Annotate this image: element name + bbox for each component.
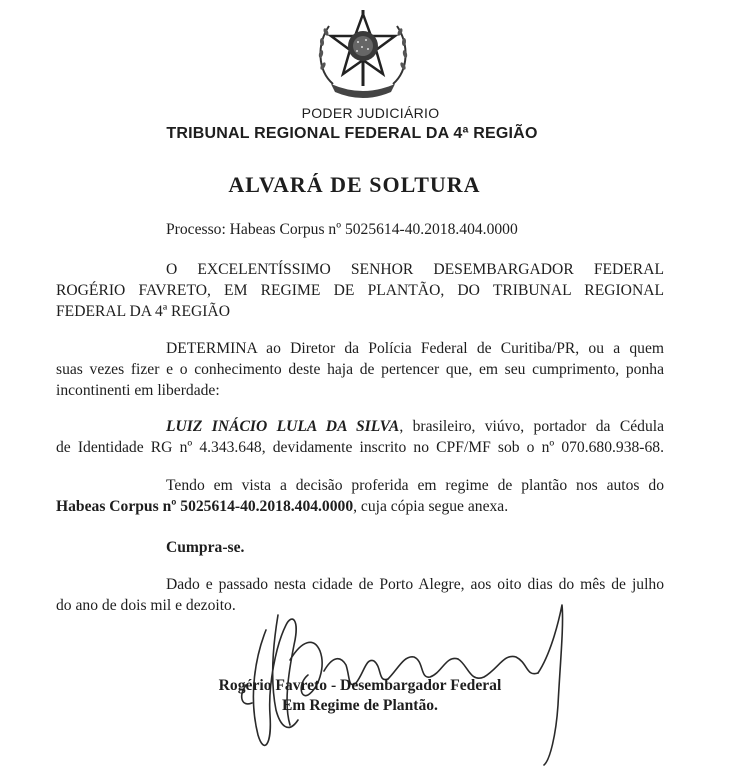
par2-line-2: suas vezes fizer e o conhecimento deste haja de pertencer que, em seu cumprimento, ponha — [56, 361, 664, 378]
brazil-coat-of-arms-icon — [311, 6, 415, 102]
par4-line-2: Habeas Corpus nº 5025614-40.2018.404.0000, cuja cópia segue anexa. — [56, 498, 509, 515]
beneficiary-name: LUIZ INÁCIO LULA DA SILVA — [166, 418, 400, 435]
par2-line-1: DETERMINA ao Diretor da Polícia Federal de Curitiba/PR, ou a quem — [166, 340, 664, 357]
par3-line-2: de Identidade RG nº 4.343.648, devidamente inscrito no CPF/MF sob o nº 070.680.938-68. — [56, 439, 664, 456]
signer-name-line: Rogério Favreto - Desembargador Federal — [218, 677, 502, 694]
par2-line-3: incontinenti em liberdade: — [56, 382, 220, 399]
par3-line-1: LUIZ INÁCIO LULA DA SILVA, brasileiro, viúvo, portador da Cédula — [166, 418, 665, 435]
par1-line-2: ROGÉRIO FAVRETO, EM REGIME DE PLANTÃO, DO TRIBUNAL REGIONAL — [56, 282, 664, 299]
par1-line-3: FEDERAL DA 4ª REGIÃO — [56, 303, 230, 320]
closing-line-1: Dado e passado nesta cidade de Porto Alegre, aos oito dias do mês de julho — [166, 576, 664, 593]
signer-role-line: Em Regime de Plantão. — [282, 697, 438, 714]
process-line: Processo: Habeas Corpus nº 5025614-40.2018.404.0000 — [166, 221, 518, 238]
cumpra-se: Cumpra-se. — [166, 539, 245, 556]
document-title: ALVARÁ DE SOLTURA — [228, 172, 481, 197]
par4-line-1: Tendo em vista a decisão proferida em regime de plantão nos autos do — [166, 477, 664, 494]
judiciary-heading: PODER JUDICIÁRIO — [301, 105, 440, 121]
habeas-corpus-reference: Habeas Corpus nº 5025614-40.2018.404.0000 — [56, 498, 354, 515]
closing-line-2: do ano de dois mil e dezoito. — [56, 597, 236, 614]
court-name: TRIBUNAL REGIONAL FEDERAL DA 4ª REGIÃO — [166, 125, 538, 142]
par1-line-1: O EXCELENTÍSSIMO SENHOR DESEMBARGADOR FEDERAL — [166, 261, 664, 278]
